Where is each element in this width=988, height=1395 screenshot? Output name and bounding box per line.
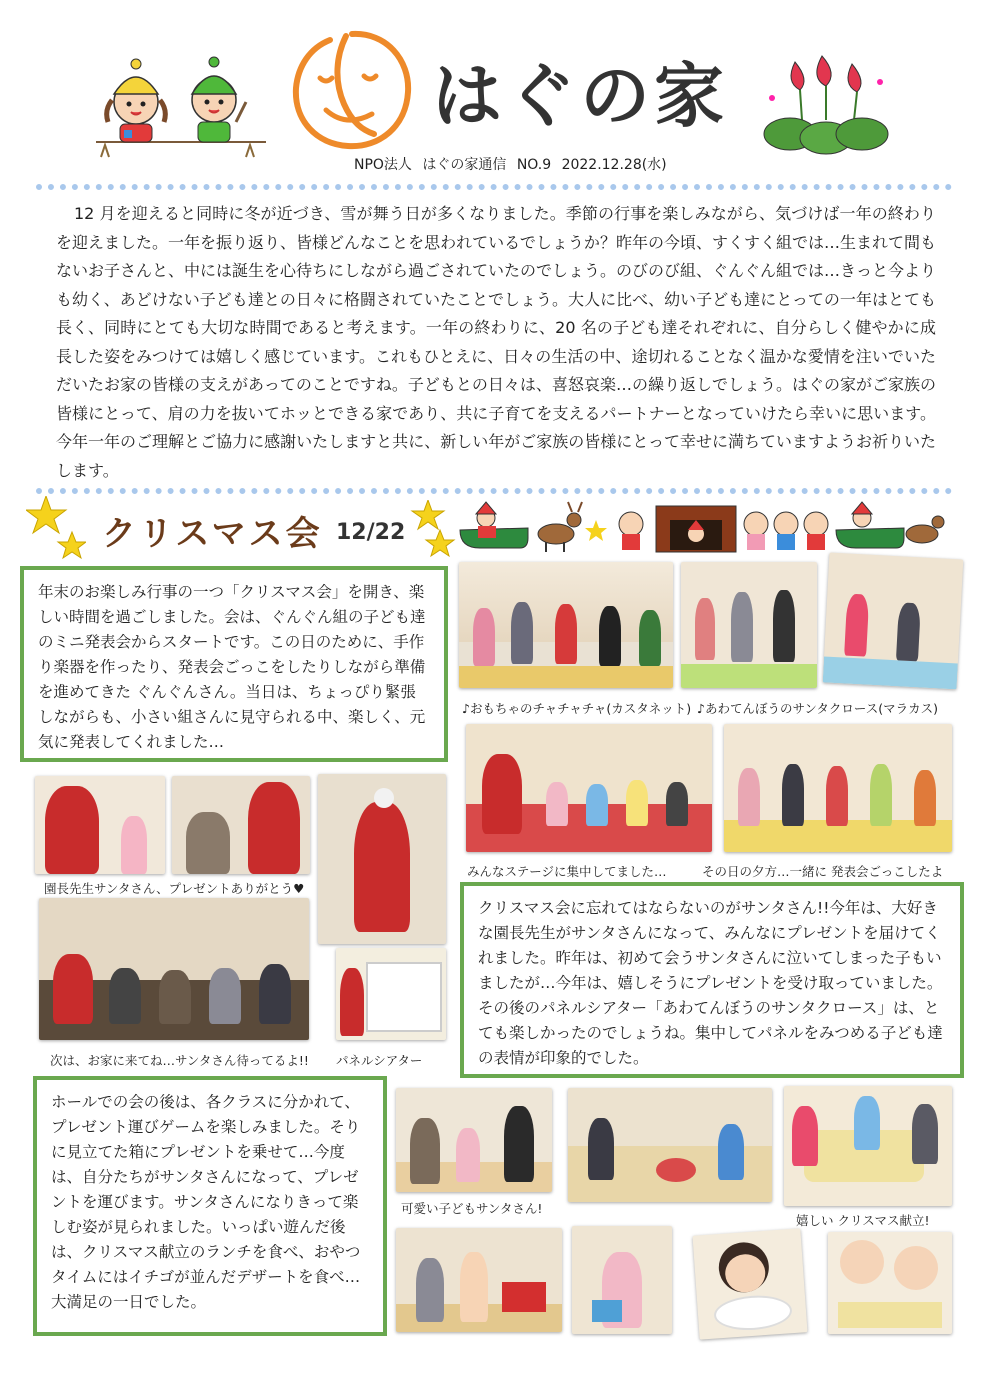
text-box-party-intro: 年末のお楽しみ行事の一つ「クリスマス会」を開き、楽しい時間を過ごしました。会は、ぐんぐん組の子ども達のミニ発表会からスタートです。この日のために、手作り楽器を作ったり、発表会ごっこをしたりしながら準備を進めてきた ぐんぐんさん。当日は、ちょっぴり緊張しながらも、小さい組さんに見守られる中、楽しく、元気に発表してくれました… [20,566,448,762]
photo-maracas-performance [681,562,817,688]
caption-castanets: ♪おもちゃのチャチャチャ(カスタネット) [462,701,692,716]
photo-lunch-kid-2 [828,1232,952,1334]
cyclamen-flower-icon [760,52,890,156]
divider-top [36,184,952,190]
photo-castanets-performance [459,562,673,688]
caption-maracas: ♪あわてんぼうのサンタクロース(マラカス) [697,701,938,716]
photo-stage-kids [823,553,964,690]
text-box-present-game: ホールでの会の後は、各クラスに分かれて、プレゼント運びゲームを楽しみました。そりに見立てた箱にプレゼントを乗せて…今度は、自分たちがサンタさんになって、プレゼントを運びます。サンタさんになりきって楽しむ姿が見られました。いっぱい遊んだ後は、クリスマス献立のランチを食べ、おやつタイムにはイチゴが並んだデザートを食べ…大満足の一日でした。 [33,1076,387,1336]
star-icon [410,500,456,564]
photo-evening-pretend-show [724,724,952,852]
photo-present-game [568,1088,772,1202]
newsletter-subtitle: NPO法人 はぐの家通信 NO.9 2022.12.28(水) [354,157,667,173]
caption-audience: みんなステージに集中してました… [467,864,667,879]
caption-christmas-lunch: 嬉しい クリスマス献立! [796,1213,930,1228]
winter-kids-icon [96,52,266,164]
page-title: はぐの家 [432,55,728,137]
photo-kid-santa-1 [396,1088,552,1192]
photo-lunch-kid-1 [693,1228,808,1339]
santa-sleigh-icon [456,500,946,554]
photo-santa-gift-2 [172,776,310,874]
smiling-face-logo-icon [286,26,418,154]
photo-kid-santa-2 [396,1228,562,1332]
caption-waiting-santa: 次は、お家に来てね…サンタさん待ってるよ!! [50,1053,309,1068]
photo-christmas-lunch-1 [784,1086,952,1206]
caption-santa-thanks: 園長先生サンタさん、プレゼントありがとう♥ [44,881,305,896]
photo-kid-santa-3 [572,1226,672,1334]
star-icon [26,496,86,570]
photo-santa-gift-1 [35,776,165,874]
divider-middle [36,488,952,494]
photo-panel-theater [336,948,446,1040]
photo-santa-dancing [318,774,446,944]
section-date: 12/22 [336,520,406,545]
caption-kid-santa: 可愛い子どもサンタさん! [401,1201,543,1216]
caption-panel-theater: パネルシアター [336,1053,423,1068]
text-box-santa: クリスマス会に忘れてはならないのがサンタさん!!今年は、大好きな園長先生がサンタさんになって、みんなにプレゼントを届けてくれました。昨年は、初めて会うサンタさんに泣いてしまった子もいましたが…今年は、嬉しそうにプレゼントを受け取っていました。その後のパネルシアター「あわてんぼうのサンタクロース」は、とても楽しかったのでしょうね。集中してパネルをみつめる子ども達の表情が印象的でした。 [460,882,964,1078]
photo-waiting-for-santa [39,898,309,1040]
caption-evening: その日の夕方…一緒に 発表会ごっこしたよ [702,864,944,879]
photo-audience-stage [466,724,712,852]
section-title: クリスマス会 [102,514,323,554]
intro-paragraph: 12 月を迎えると同時に冬が近づき、雪が舞う日が多くなりました。季節の行事を楽しみながら、気づけば一年の終わりを迎えました。一年を振り返り、皆様どんなことを思われているでしょうか？昨年の今頃、すくすく組では…生まれて間もないお子さんと、中には誕生を心待ちにしながら過ごされていたのでしょう。のびのび組、ぐんぐん組では…きっと今よりも幼く、あどけない子ども達との日々に格闘されていたことでしょう。大人に比べ、幼い子ども達にとっての一年はとても長く、同時にとても大切な時間であると考えます。一年の終わりに、20 名の子ども達それぞれに、自分らしく健やかに成長した姿をみつけては嬉しく感じています。これもひとえに、日々の生活の中、途切れることなく温かな愛情を注いでいただいたお家の皆様の支えがあってのことですね。子どもとの日々は、喜怒哀楽…の繰り返しでしょう。はぐの家がご家族の皆様にとって、肩の力を抜いてホッとできる家であり、共に子育てを支えるパートナーとなっていけたら幸いに思います。今年一年のご理解とご協力に感謝いたしますと共に、新しい年がご家族の皆様にとって幸せに満ちていますようお祈りいたします。 [56,204,937,480]
